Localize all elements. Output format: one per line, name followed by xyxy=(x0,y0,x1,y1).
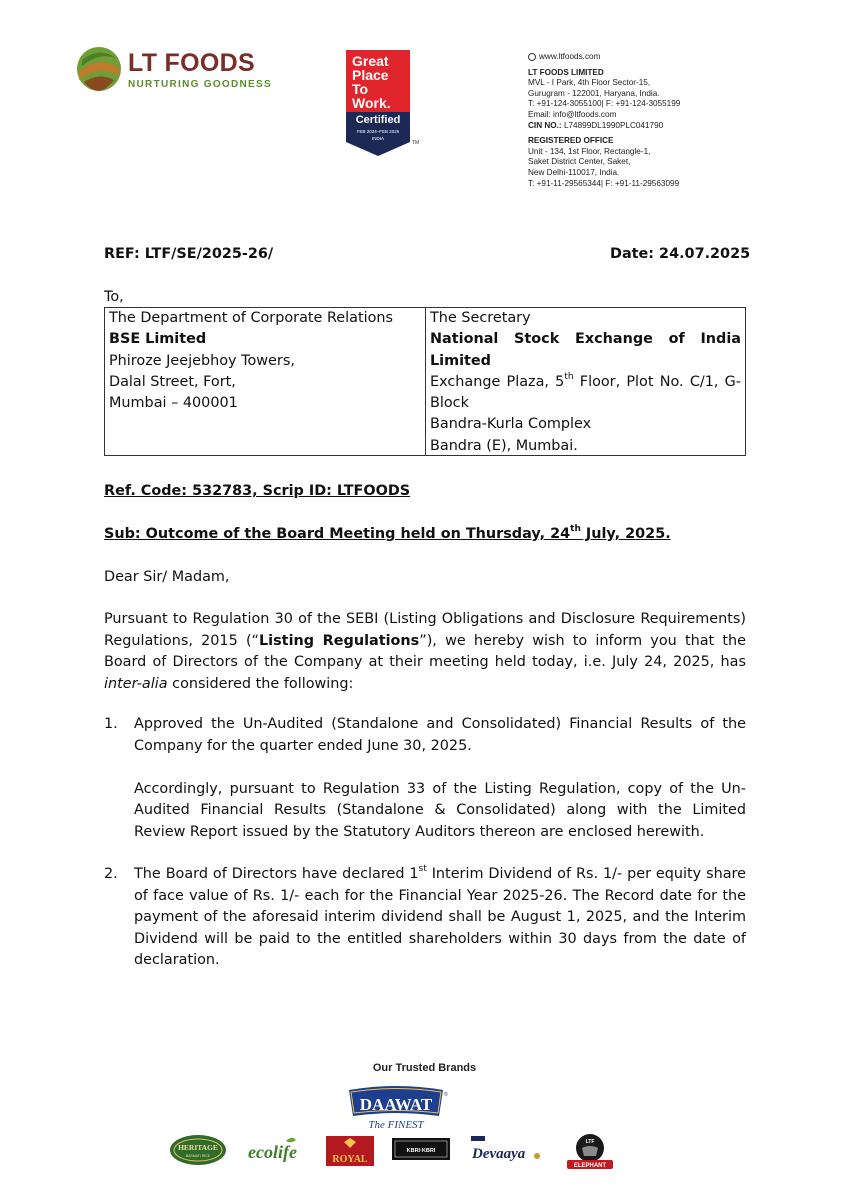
heritage-logo xyxy=(170,1135,226,1165)
to-line: To, xyxy=(104,289,124,305)
item-part: The Board of Directors have declared 1 xyxy=(134,866,419,882)
royal-logo xyxy=(326,1136,374,1166)
recipient-bse xyxy=(105,308,426,455)
item-body xyxy=(134,714,746,843)
heritage-name: HERITAGE xyxy=(178,1143,218,1152)
intro-paragraph xyxy=(104,609,746,695)
nse-address-part: Exchange Plaza, 5 xyxy=(430,373,565,390)
intro-bold: Listing Regulations xyxy=(259,632,420,649)
kari-kari-name: KBRI·KBRI xyxy=(406,1148,436,1154)
globe-icon xyxy=(528,53,536,61)
bse-name: BSE Limited xyxy=(109,331,207,348)
corporate-title: LT FOODS LIMITED xyxy=(528,67,604,77)
gptw-line-2: Place xyxy=(352,67,389,83)
registered-title: REGISTERED OFFICE xyxy=(528,136,614,146)
brands-title: Our Trusted Brands xyxy=(372,1062,477,1074)
subject-line xyxy=(104,524,671,546)
intro-part: Pursuant to Regulation 30 of the SEBI (Listing Obligations and Disclosure Requirements) Regulations, 2015 (“ xyxy=(104,611,746,649)
corporate-line: Gurugram - 122001, Haryana, India. xyxy=(528,88,660,98)
website-line xyxy=(528,52,768,63)
devaaya-name: Devaaya xyxy=(472,1146,526,1162)
heritage-sub: BASMATI RICE xyxy=(185,1154,211,1158)
brand-logos-row xyxy=(162,1132,622,1172)
website-text: www.ltfoods.com xyxy=(539,52,601,61)
elephant-top: LTF xyxy=(585,1139,595,1145)
bse-address-line: Mumbai – 400001 xyxy=(109,395,238,412)
great-place-to-work-badge xyxy=(346,50,410,156)
salutation: Dear Sir/ Madam, xyxy=(104,569,230,585)
ref-code-line: Ref. Code: 532783, Scrip ID: LTFOODS xyxy=(104,483,411,499)
devaaya-logo xyxy=(471,1136,540,1162)
registered-line: New Delhi-110017, India. xyxy=(528,167,620,177)
recipients-table xyxy=(104,307,746,456)
nse-address-line: Bandra (E), Mumbai. xyxy=(430,437,578,454)
nse-address-line: Bandra-Kurla Complex xyxy=(430,416,592,433)
company-tagline: NURTURING GOODNESS xyxy=(128,79,272,90)
nse-address-line xyxy=(430,372,741,393)
daawat-reg: ® xyxy=(444,1092,448,1098)
subject-sup: th xyxy=(570,524,581,535)
nse-address-line: Block xyxy=(430,395,469,412)
contact-block xyxy=(528,52,768,189)
ecolife-logo xyxy=(248,1138,297,1162)
elephant-name: ELEPHANT xyxy=(573,1163,607,1169)
recipient-nse xyxy=(426,308,745,455)
intro-part: ”), we hereby wish to inform you that the Board of Directors of the Company at their meeting held today, i.e. July 24, 2025, has xyxy=(104,632,746,670)
nse-address-sup: th xyxy=(564,372,574,383)
daawat-name: DAAWAT xyxy=(359,1095,433,1114)
daawat-logo xyxy=(343,1086,449,1132)
elephant-logo xyxy=(567,1134,613,1169)
reference-number: REF: LTF/SE/2025-26/ xyxy=(104,246,274,262)
item-paragraph xyxy=(134,864,746,972)
gptw-country: INDIA xyxy=(371,136,384,141)
lt-foods-leaf-logo-icon xyxy=(76,46,122,92)
gptw-line-4: Work. xyxy=(352,95,391,111)
registered-line: Unit - 134, 1st Floor, Rectangle-1, xyxy=(528,146,651,156)
item-sup: st xyxy=(418,864,427,875)
intro-part: considered the following: xyxy=(167,675,354,692)
corporate-line: MVL - I Park, 4th Floor Sector-15, xyxy=(528,78,651,88)
item-paragraph: Accordingly, pursuant to Regulation 33 of the Listing Regulation, copy of the Un-Audited Financial Results (Standalone & Consolidated) along with the Limited Review Report issued by the Statutory Auditors thereon are enclosed herewith. xyxy=(134,780,746,840)
gptw-date-range: FEB 2024–FEB 2025 xyxy=(356,129,400,134)
royal-name: ROYAL xyxy=(332,1154,368,1165)
bse-department: The Department of Corporate Relations xyxy=(109,310,394,326)
corporate-line: T: +91-124-3055100| F: +91-124-3055199 xyxy=(528,99,681,109)
subject-part: Sub: Outcome of the Board Meeting held on Thursday, 24 xyxy=(104,526,571,542)
item-number: 2. xyxy=(104,866,118,882)
nse-address-part: Floor, Plot No. C/1, G- xyxy=(573,373,742,390)
subject-part: July, 2025. xyxy=(580,526,671,542)
registered-line: Saket District Center, Saket, xyxy=(528,157,631,167)
item-number: 1. xyxy=(104,716,118,732)
cin-line xyxy=(528,121,768,132)
ecolife-name: ecolife xyxy=(248,1142,297,1162)
daawat-tagline: The FINEST xyxy=(368,1119,424,1131)
intro-italic: inter-alia xyxy=(104,675,168,692)
company-logo-text: LT FOODS xyxy=(128,49,255,77)
bse-address-line: Dalal Street, Fort, xyxy=(109,373,236,390)
bse-address-line: Phiroze Jeejebhoy Towers, xyxy=(109,352,295,369)
nse-name-line-2: Limited xyxy=(430,352,491,369)
item-part: Interim Dividend of Rs. 1/- per equity share of face value of Rs. 1/- each for the Financial Year 2025-26. The Record date for the payment of the aforesaid interim dividend shall be August 1, 2025, and the Interim Dividend will be paid to the entitled shareholders within 30 days from the date of declaration. xyxy=(134,866,746,968)
item-paragraph: Approved the Un-Audited (Standalone and Consolidated) Financial Results of the Company for the quarter ended June 30, 2025. xyxy=(134,716,746,754)
nse-name-line-1: National Stock Exchange of India xyxy=(430,331,741,348)
nse-secretary: The Secretary xyxy=(430,310,531,326)
corporate-line: Email: info@ltfoods.com xyxy=(528,109,617,119)
cin-value: L74899DL1990PLC041790 xyxy=(561,120,664,130)
gptw-line-3: To xyxy=(352,81,369,97)
gptw-line-1: Great xyxy=(352,53,389,69)
registered-line: T: +91-11-29565344| F: +91-11-29563099 xyxy=(528,178,680,188)
letter-date: Date: 24.07.2025 xyxy=(610,246,751,262)
gptw-certified: Certified xyxy=(355,114,401,126)
kari-kari-logo xyxy=(392,1138,450,1160)
gptw-trademark: TM xyxy=(412,140,420,146)
cin-label: CIN NO.: xyxy=(528,120,562,130)
